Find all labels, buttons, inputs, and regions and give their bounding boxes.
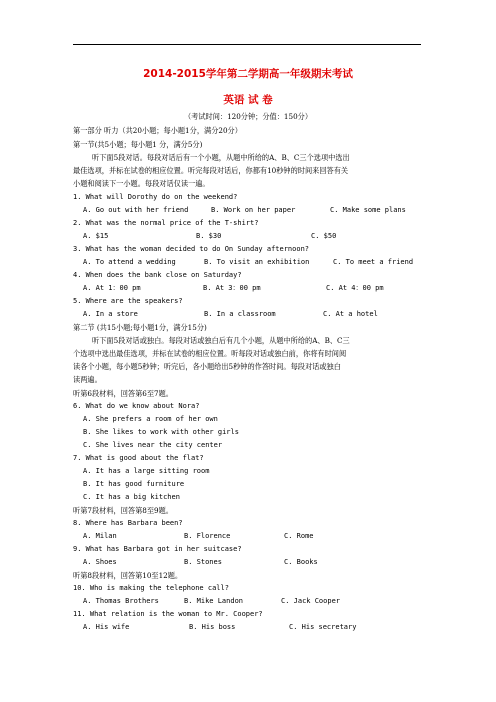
section2-heading: 第二节 (共15小题;每小题1分，满分15分) (73, 323, 207, 332)
question-1: 1. What will Dorothy do on the weekend? (73, 193, 238, 201)
option-4b: B. At 3：00 pm (203, 284, 261, 292)
material-6-heading: 听第6段材料，回答第6至7题。 (73, 389, 173, 398)
option-3b: B. To visit an exhibition (204, 258, 310, 266)
option-2a: A. $15 (83, 232, 109, 240)
section1-instructions-line: 听下面5段对话。每段对话后有一个小题，从题中所给的A、B、C三个选项中选出 (92, 153, 350, 162)
section1-instructions-line: 小题和阅读下一小题。每段对话仅读一遍。 (73, 179, 210, 188)
option-3a: A. To attend a wedding (83, 258, 176, 266)
option-6c: C. She lives near the city center (83, 441, 223, 449)
exam-info: （考试时间：120分钟；分值：150分） (183, 112, 313, 121)
option-7b: B. It has good furniture (83, 480, 185, 488)
exam-title: 2014-2015学年第二学期高一年级期末考试 (143, 68, 353, 80)
section1-heading: 第一节(共5小题；每小题1 分，满分5分) (73, 140, 203, 149)
option-10a: A. Thomas Brothers (83, 597, 159, 605)
option-10b: B. Mike Landon (184, 597, 244, 605)
question-9: 9. What has Barbara got in her suitcase? (73, 545, 242, 553)
option-8b: B. Florence (184, 532, 231, 540)
question-10: 10. Who is making the telephone call? (73, 584, 229, 592)
option-1a: A. Go out with her friend (83, 206, 189, 214)
option-1c: C. Make some plans (330, 206, 406, 214)
material-8-heading: 听第8段材料，回答第10至12题。 (73, 571, 183, 580)
option-8c: C. Rome (284, 532, 314, 540)
question-4: 4. When does the bank close on Saturday? (73, 271, 242, 279)
part1-heading: 第一部分 听力（共20小题；每小题1分，满分20分） (73, 126, 242, 135)
question-2: 2. What was the normal price of the T-shirt? (73, 219, 259, 227)
section2-instructions-line: 个选项中选出最佳选项，并标在试卷的相应位置。听每段对话或独白前，你将有时间阅 (73, 349, 347, 358)
option-6b: B. She likes to work with other girls (83, 428, 239, 436)
option-11a: A. His wife (83, 623, 130, 631)
option-11b: B. His boss (189, 623, 236, 631)
header-rule (73, 44, 421, 45)
option-2b: B. $30 (196, 232, 222, 240)
option-4c: C. At 4：00 pm (326, 284, 384, 292)
option-7c: C. It has a big kitchen (83, 493, 180, 501)
option-5c: C. At a hotel (323, 310, 378, 318)
section2-instructions-line: 读各个小题，每小题5秒钟；听完后，各小题给出5秒钟的作答时间。每段对话或独白 (73, 362, 341, 371)
section1-instructions-line: 最佳选项，并标在试卷的相应位置。听完每段对话后，你都有10秒钟的时间来回答有关 (73, 166, 349, 175)
option-3c: C. To meet a friend (333, 258, 414, 266)
option-6a: A. She prefers a room of her own (83, 415, 218, 423)
question-8: 8. Where has Barbara been? (73, 519, 183, 527)
question-3: 3. What has the woman decided to do On Sunday afternoon? (73, 245, 310, 253)
question-11: 11. What relation is the woman to Mr. Cooper? (73, 610, 263, 618)
option-1b: B. Work on her paper (211, 206, 296, 214)
option-5a: A. In a store (83, 310, 138, 318)
material-7-heading: 听第7段材料，回答第8至9题。 (73, 506, 173, 515)
question-7: 7. What is good about the flat? (73, 454, 204, 462)
option-10c: C. Jack Cooper (281, 597, 341, 605)
question-6: 6. What do we know about Nora? (73, 402, 200, 410)
option-9b: B. Stones (184, 558, 222, 566)
option-11c: C. His secretary (289, 623, 357, 631)
option-5b: B. In a classroom (204, 310, 276, 318)
section2-instructions-line: 读两遍。 (73, 375, 102, 384)
option-9c: C. Books (284, 558, 318, 566)
option-2c: C. $50 (311, 232, 337, 240)
question-5: 5. Where are the speakers? (73, 297, 183, 305)
option-8a: A. Milan (83, 532, 117, 540)
exam-subtitle: 英语 试 卷 (223, 94, 273, 106)
section2-instructions-line: 听下面5段对话或独白。每段对话或独白后有几个小题，从题中所给的A、B、C三 (92, 336, 350, 345)
option-9a: A. Shoes (83, 558, 117, 566)
option-7a: A. It has a large sitting room (83, 467, 210, 475)
option-4a: A. At 1：00 pm (83, 284, 141, 292)
